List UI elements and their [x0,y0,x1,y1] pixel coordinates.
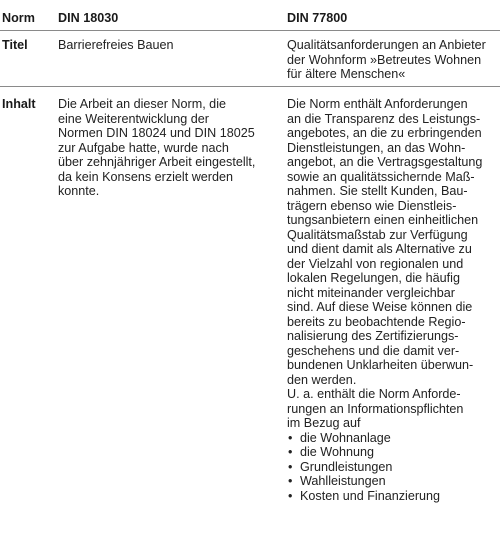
inhalt-din-77800-text: Die Norm enthält Anforderungen an die Transparenz des Leistungs- angebotes, an die zu erbringenden Dienstleistungen, an das Wohn- angebot, an die Vertragsgestaltung sowie an qualitätssichernde Maß- nahmen. Sie stellt Kunden, Bau- trägern ebenso wie Dienstleis- tungsanbietern einen einheitlichen Qualitätsmaßstab zur Verfügung und dient damit als Alternative zu der Vielzahl von regionalen und lokalen Regelungen, die häufig nicht miteinander vergleichbar sind. Auf diese Weise können die bereits zu beobachtende Regio- nalisierung des Zertifizierungs- geschehens und die damit ver- bundenen Unklarheiten überwun- den werden. U. a. enthält die Norm Anforde- rungen an Informationspflichten im Bezug auf [287,97,483,430]
header-din-18030: DIN 18030 [58,11,119,25]
titel-din-18030: Barrierefreies Bauen [58,38,174,52]
row-label-inhalt: Inhalt [2,97,36,111]
header-divider [0,30,500,31]
inhalt-din-77800 [287,97,499,503]
inhalt-din-18030: Die Arbeit an dieser Norm, die eine Weiterentwicklung der Normen DIN 18024 und DIN 18025 zur Aufgabe hatte, wurde nach über zehnjähriger Arbeit eingestellt, da kein Konsens erzielt werden konnte. [58,97,256,198]
titel-din-77800: Qualitätsanforderungen an Anbieter der Wohnform »Betreutes Wohnen für ältere Menschen« [287,38,486,81]
row-label-titel: Titel [2,38,28,52]
list-item: • Wahlleistungen [287,474,499,489]
header-norm: Norm [2,11,35,25]
list-item: • die Wohnanlage [287,431,499,446]
list-item: • Grundleistungen [287,460,499,475]
list-item: • Kosten und Finanzierung [287,489,499,504]
titel-divider [0,86,500,87]
informationspflichten-list [287,431,499,504]
list-item: • die Wohnung [287,445,499,460]
header-din-77800: DIN 77800 [287,11,348,25]
